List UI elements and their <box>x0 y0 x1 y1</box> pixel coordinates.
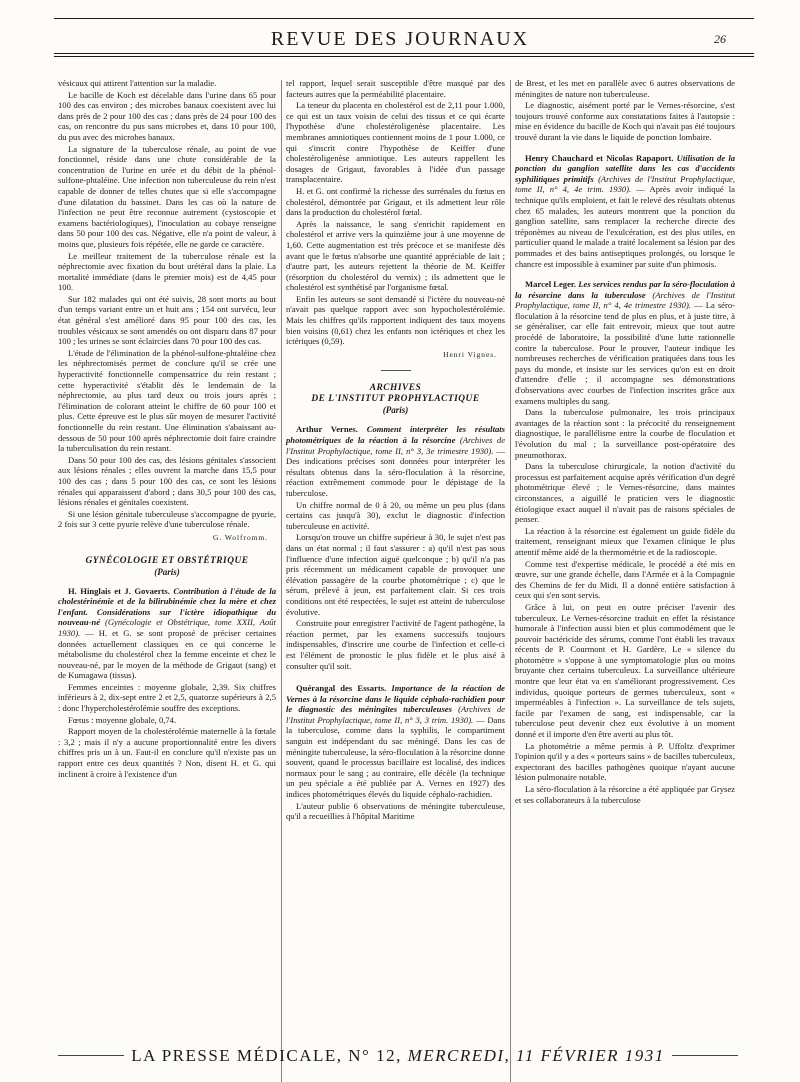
paragraph: H. et G. ont confirmé la richesse des surrénales du fœtus en cholestérol, démontrée par Grigaut, et ils admettent leur rôle dans la production du cholestérol fœtal. <box>286 185 505 218</box>
footer-journal-line <box>58 1046 738 1066</box>
section-heading: ARCHIVES <box>369 383 422 394</box>
page-footer <box>58 1046 738 1066</box>
paragraph: Lorsqu'on trouve un chiffre supérieur à 30, le sujet n'est pas dans un état normal ; il faut s'assurer : a) qu'il n'est pas sous l'influence d'une infection aiguë quelconque ; b) qu'il n'a pas pris récemment un médicament capable de provoquer une élévation passagère de la courbe photométrique ; c) que le sérum, prélevé à jeun, est parfaitement clair. Si ces trois conditions ont été respectées, le sujet est atteint de tuberculose évolutive. <box>286 532 505 617</box>
paragraph: Après la naissance, le sang s'enrichit rapidement en cholestérol et arrive vers la quinzième jour à une moyenne de 1,60. Cette augmentation est très précoce et se manifeste dès avant que le fœtus n'absorbe une quantité appréciable de lait ; d'autre part, les auteurs rejettent la théorie de M. Keiffer (résorption du cholestérol du vernix) ; ils admettent que le cholestérol est synthétisé par l'organisme fœtal. <box>286 218 505 293</box>
masthead <box>0 28 800 54</box>
abstract-reference: (Archives de l'Institut Prophylactique, tome II, n° 4, 4e trim. 1930). <box>515 173 735 195</box>
paragraph: Dans 50 pour 100 des cas, des lésions génitales s'associent aux lésions rénales ; elles ouvrent la marche dans 15,5 pour 100 des cas ; dans 5 pour 100 des cas, ce sont les lésions rénales qui apparaissent d'abord ; dans 30,5 pour 100 des cas, lésions rénales et génitales coexistent. <box>58 454 276 508</box>
page-number: 26 <box>714 32 726 46</box>
paragraph: Sur 182 malades qui ont été suivis, 28 sont morts au bout d'un temps variant entre un et huit ans ; 154 ont survécu, leur état général s'est amélioré dans 95 pour 100 des cas, les troubles vésicaux se sont amendés ou ont disparu dans 87 pour 100 ; les urines se sont éclaircies dans 70 pour 100 des cas. <box>58 293 276 347</box>
abstract-text: — Après avoir indiqué la technique qu'ils emploient, et fait le relevé des résultats obtenus chez 65 malades, les auteurs montrent que la ponction du ganglion satellite, sans remplacer la recherche directe des tréponèmes au niveau de l'exulcération, est des plus utiles, en particulier quand le malade a traité localement sa lésion par des pommades et des bains antiseptiques prolongés, ou lorsque le chancre est impossible à examiner par suite d'un phimosis. <box>515 184 735 269</box>
paragraph: Le meilleur traitement de la tuberculose rénale est la néphrectomie avec fixation du bout urétéral dans la plaie. La mortalité immédiate (dans le premier mois) est de 4,45 pour 100. <box>58 250 276 293</box>
column-divider <box>281 80 282 1082</box>
abstract-authors: H. Hinglais et J. Govaerts. <box>68 585 170 596</box>
paragraph: Construite pour enregistrer l'activité de l'agent pathogène, la réaction permet, par les examens successifs toujours indispensables, d'inscrire une courbe de l'infection et celle-ci est l'élément de pronostic le plus fidèle et le plus aisé à consulter qu'il soit. <box>286 618 505 671</box>
abstract-reference: (Gynécologie et Obstétrique, tome XXII, Août 1930). <box>58 617 276 638</box>
section-subheading: (Paris) <box>382 405 409 416</box>
abstract-entry <box>286 424 505 498</box>
author-signature: Henri Vignes. <box>443 349 497 359</box>
section-heading: GYNÉCOLOGIE ET OBSTÉTRIQUE <box>85 555 249 566</box>
section-heading: DE L'INSTITUT PROPHYLACTIQUE <box>311 394 480 405</box>
abstract-text: — Des indications précises sont données pour interpréter les résultats obtenus dans la séro-floculation à la résorcine, réaction extrêmement commode pour le dépistage de la tuberculose. <box>286 445 505 498</box>
column-divider <box>510 80 511 1082</box>
paragraph: Rapport moyen de la cholestérolémie maternelle à la fœtale : 3,2 ; mais il n'y a aucune proportionnalité entre les divers chiffres pris un à un. Faut-il en conclure qu'il n'existe pas un rapport entre ces deux quantités ? Non, disent H. et G. qui inclinent à croire à l'existence d'un <box>58 726 276 779</box>
abstract-reference: (Archives de l'Institut Prophylactique, tome II, n° 3, 3e trimestre 1930). <box>286 435 505 456</box>
column-left <box>58 78 276 1082</box>
column-middle <box>286 78 505 1082</box>
abstract-title: Utilisation de la ponction du ganglion satellite dans les cas d'accidents syphilitiques primitifs <box>515 152 735 184</box>
paragraph: Comme test d'expertise médicale, le procédé a été mis en œuvre, sur une grande échelle, dans l'Armée et à la Compagnie des Chemins de fer du Midi. Il a donné entière satisfaction à ceux qui s'en sont servis. <box>515 558 735 601</box>
header-bottom-rule <box>54 53 754 54</box>
abstract-text: — La séro-floculation à la résorcine tend de plus en plus, et à juste titre, à se généraliser, car elle fait entrevoir, mieux que tout autre procédé de laboratoire, la possibilité d'une lutte rationnelle contre la tuberculose. Pour le prouver, l'auteur indique les nombreuses recherches de vérification pratiquées dans tous les pays du monde, et insiste sur les services qu'on est en droit d'attendre d'elle ; il accompagne ses démonstrations d'observations avec courbes de l'infection inscrites grâce aux examens multiples du sang. <box>515 300 735 406</box>
paragraph: L'auteur publie 6 observations de méningite tuberculeuse, qu'il a recueillies à l'hôpital Maritime <box>286 800 505 822</box>
paragraph: Grâce à lui, on peut en outre préciser l'avenir des tuberculeux. Le Vernes-résorcine traduit en effet la résistance humorale à l'infection aussi bien et plus commodément que le pouvoir bactéricide des sérums, comme l'ont établi les travaux récents de P. Courmont et H. Gardère. Le « silence du photomètre » s'oppose à une symptomatologie plus ou moins bruyante chez certains tuberculeux. La surveillance ultérieure montre que leur état va en s'améliorant progressivement. Ces individus, quoique porteurs de germes tuberculeux, sont « imperméables à l'infection ». La surveillance de tels sujets, facile par l'examen de sang, est indispensable, car la tuberculose peut devenir chez eux évolutive à un moment donné et il importe d'en être averti au plus tôt. <box>515 601 735 740</box>
abstract-title: Contribution à l'étude de la cholestérinémie et de la bilirubinémie chez la mère et chez l'enfant. Considérations sur l'ictère idiopathique du nouveau-né <box>58 585 276 628</box>
paragraph: tel rapport, lequel serait susceptible d'être masqué par des facteurs autres que la perméabilité placentaire. <box>286 78 505 99</box>
paragraph: Un chiffre normal de 0 à 20, ou même un peu plus (dans certains cas jusqu'à 30), exclut le diagnostic d'infection tuberculeuse en activité. <box>286 499 505 531</box>
paragraph: vésicaux qui attirent l'attention sur la maladie. <box>58 78 217 88</box>
abstract-authors: Arthur Vernes. <box>296 424 358 435</box>
abstract-title: Les services rendus par la séro-floculation à la résorcine dans la tuberculose <box>515 279 735 300</box>
abstract-entry <box>58 586 276 681</box>
paragraph: Dans la tuberculose pulmonaire, les trois principaux avantages de la réaction sont : la précocité du renseignement diagnostique, le parallélisme entre la courbe de floculation et l'évolution du mal ; la surveillance post-opératoire des pneumothorax. <box>515 407 735 460</box>
column-right <box>515 78 735 1082</box>
paragraph: Dans la tuberculose chirurgicale, la notion d'activité du processus est parfaitement acquise après vérification d'un degré photométrique élevé ; le Vernes-résorcine, dans maintes circonstances, a aiguillé le praticien vers le diagnostic étiologique exact auquel il n'avait pas de raisons spéciales de penser. <box>515 461 735 525</box>
paragraph: L'étude de l'élimination de la phénol-sulfone-phtaléine chez les néphrectomisés permet de conclure qu'il se crée une hyperactivité fonctionnelle compensatrice du rein restant ; cette hyperactivité s'établit dès le lendemain de la néphrectomie, au plus tard deux ou trois jours après ; l'élimination de colorant atteint le chiffre de 60 pour 100 et plus. Cette épreuve est le plus sûr moyen de mesurer l'activité fonctionnelle du rein restant. Une élimination s'abaissant au-dessous de 50 pour 100 après néphrectomie doit faire craindre la tuberculisation du rein restant. <box>58 347 276 454</box>
abstract-reference: (Archives de l'Institut Prophylactique, tome II, n° 3, 3 trim. 1930). <box>286 704 505 725</box>
paragraph: Femmes enceintes : moyenne globale, 2,39. Six chiffres inférieurs à 2, dix-sept entre 2 et 2,5, quatorze supérieurs à 2,5 : donc l'hypercholestérolémie souffre des exceptions. <box>58 681 276 714</box>
paragraph: Fœtus : moyenne globale, 0,74. <box>68 714 177 725</box>
abstract-authors: Quérangal des Essarts. <box>296 683 387 694</box>
paragraph: La photométrie a même permis à P. Uffoltz d'exprimer l'opinion qu'il y a des « porteurs sains » de bacilles tuberculeux, expectorant des bacilles pathogènes quoique n'ayant aucune lésion pulmonaire notable. <box>515 740 735 783</box>
paragraph: La séro-floculation à la résorcine a été appliquée par Grysez et ses collaborateurs à la tuberculose <box>515 784 735 805</box>
section-divider <box>381 370 411 371</box>
abstract-entry <box>515 153 735 270</box>
section-subheading: (Paris) <box>154 566 180 577</box>
author-signature: G. Wolfromm. <box>213 532 268 542</box>
header-bottom-rule-2 <box>54 56 754 57</box>
abstract-entry <box>515 279 735 406</box>
abstract-authors: Marcel Leger. <box>525 279 577 290</box>
abstract-title: Importance de la réaction de Vernes à la résorcine dans le liquide céphalo-rachidien pour le diagnostic des méningites tuberculeuses <box>286 683 505 715</box>
paragraph: Le diagnostic, aisément porté par le Vernes-résorcine, s'est toujours trouvé conforme aux constatations faites à l'autopsie : mise en évidence du bacille de Koch qui n'avait pas été toujours trouvé durant la vie dans le liquide de ponction lombaire. <box>515 100 735 142</box>
paragraph: La signature de la tuberculose rénale, au point de vue fonctionnel, réside dans une chute considérable de la concentration de l'urine en urée et du débit de la phénol-sulfone-phtaléine. Une infection non tuberculeuse du rein n'est capable de donner de telles chutes que si elle s'accompagne d'une dilatation du bassinet. Dans les cas où la nature de l'infection ne peut être reconnue autrement (cystoscopie et examens bactériologiques), l'inoculation au cobaye renseigne dans 50 pour 100 des cas. Négative, elle n'a point de valeur, à moins que, plusieurs fois répétée, elle ne garde ce caractère. <box>58 143 276 249</box>
footer-journal-name: LA PRESSE MÉDICALE, N° 12, <box>131 1046 402 1065</box>
abstract-text: — Dans la tuberculose, comme dans la syphilis, le compartiment sanguin est indépendant du sac méningé. Dans les cas de méningite tuberculeuse, la séro-floculation à la résorcine donne souvent, quand le processus bacillaire est localisé, des indices normaux pour le sang ; au contraire, elle décèle (la technique un peu spéciale a été publiée par A. Vernes en 1927) des indices photométriques élevés du liquide céphalo-rachidien. <box>286 714 505 800</box>
paragraph: Si une lésion génitale tuberculeuse s'accompagne de pyurie, 2 fois sur 3 cette pyurie relève d'une tuberculose rénale. <box>58 508 276 530</box>
footer-ornament-right <box>672 1055 738 1056</box>
paragraph: La réaction à la résorcine est également un guide fidèle du traitement, renseignant mieux que l'examen clinique le plus attentif même aidé de la thermométrie et de la radioscopie. <box>515 525 735 557</box>
footer-date: MERCREDI, 11 FÉVRIER 1931 <box>407 1046 665 1065</box>
abstract-title: Comment interpréter les résultats photométriques de la réaction à la résorcine <box>286 424 505 446</box>
abstract-reference: (Archives de l'Institut Prophylactique, tome II, n° 4, 4e trimestre 1930). <box>515 289 735 311</box>
abstract-text: — H. et G. se sont proposé de préciser certaines données actuellement classiques en ce qui concerne le métabolisme du cholestérol chez la femme enceinte et chez le nouveau-né, par le moyen de la méthode de Grigaut (sang) et de Kumagawa (tissus). <box>58 627 276 681</box>
paragraph: La teneur du placenta en cholestérol est de 2,11 pour 1.000, ce qui est un taux voisin de celui des tissus et ce qui écarte l'hypothèse d'une cholestéroligenèse placentaire. Les membranes amniotiques contiennent moins de 1 pour 1.000, ce qui s'inscrit contre l'hypothèse de Keiffer d'une cholestéroligenèse amniotique. Les auteurs rappellent les dosages de Grigaut, favorables à l'idée d'un passage transplacentaire. <box>286 100 505 185</box>
header-top-rule <box>54 18 754 19</box>
paragraph: Enfin les auteurs se sont demandé si l'ictère du nouveau-né n'avait pas quelque rapport avec son hypocholestérolémie. Mais les chiffres qu'ils rapportent indiquent des taux moyens bien voisins (0,61) chez les enfants non ictériques et chez les ictériques (0,59). <box>286 293 505 347</box>
abstract-authors: Henry Chauchard et Nicolas Rapaport. <box>525 152 674 163</box>
paragraph: Le bacille de Koch est décelable dans l'urine dans 65 pour 100 des cas environ ; des microbes banaux coexistent avec lui dans près de 2 pour 100 des cas ; dans près de 24 pour 100 des cas, on rencontre du pus sans microbes et, dans 10 pour 100, du pus avec des microbes banaux. <box>58 89 276 142</box>
abstract-entry <box>286 683 505 800</box>
paragraph: de Brest, et les met en parallèle avec 6 autres observations de méningites de nature non tuberculeuse. <box>515 78 735 99</box>
journal-section-title: REVUE DES JOURNAUX <box>270 28 530 50</box>
